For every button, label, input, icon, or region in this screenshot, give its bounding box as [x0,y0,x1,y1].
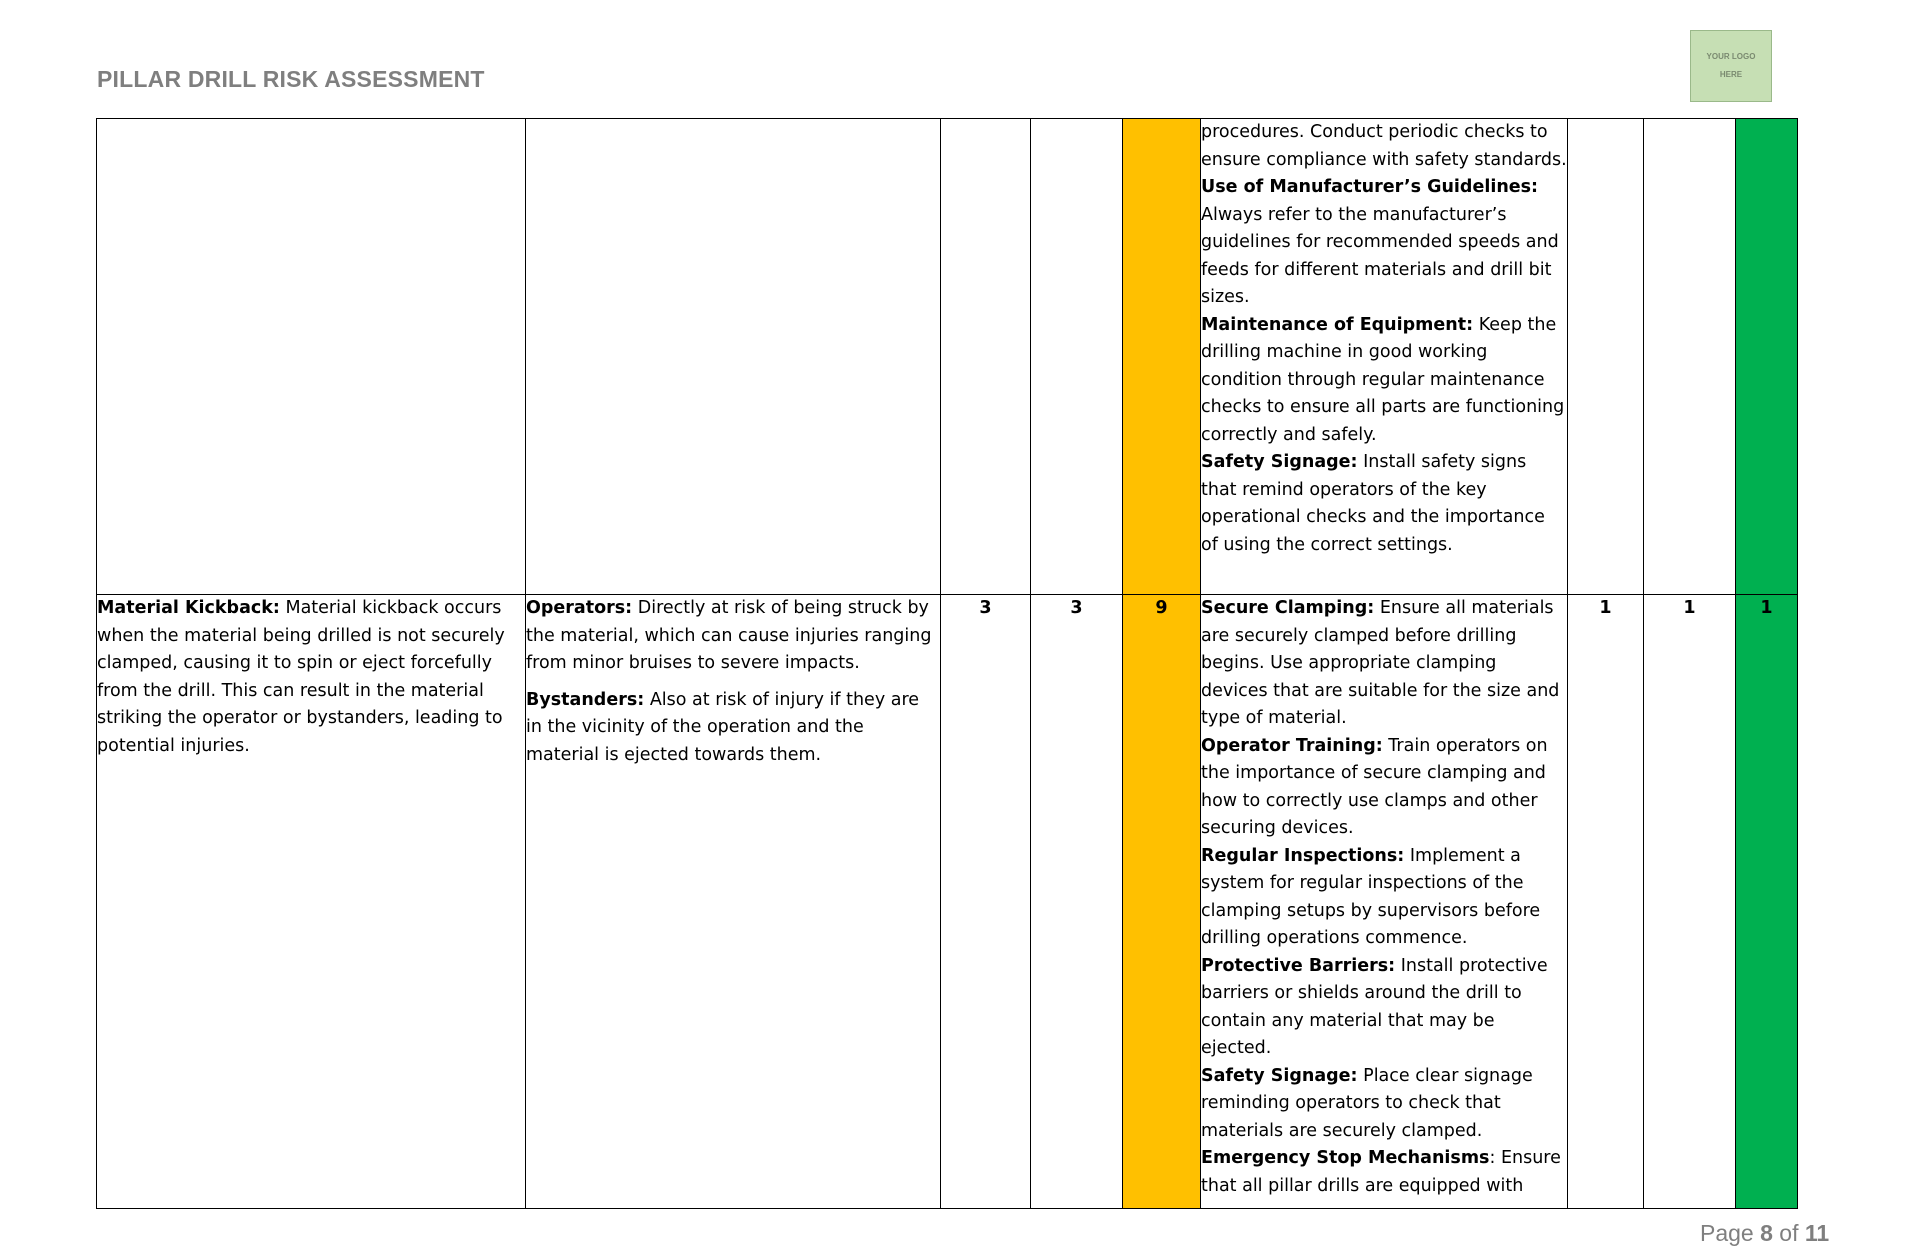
logo-text-line1: YOUR LOGO [1706,52,1756,61]
hazard-cell [97,595,526,1209]
hazard-cell [97,119,526,595]
who-paragraph [526,595,940,678]
control-title: Safety Signage: [1201,1065,1358,1086]
who-text: Directly at risk of being struck by the material, which can cause injuries ranging from minor bruises to severe impacts. [526,598,932,673]
control-title: Maintenance of Equipment: [1201,314,1474,335]
page-current: 8 [1760,1220,1773,1246]
who-title: Bystanders: [526,689,645,710]
document-title: PILLAR DRILL RISK ASSESSMENT [97,66,485,92]
control-paragraph [1201,1145,1567,1200]
control-text: Always refer to the manufacturer’s guidelines for recommended speeds and feeds for different materials and drill bit sizes. [1201,204,1559,307]
residual-likelihood-cell [1568,119,1644,595]
likelihood-cell [941,119,1031,595]
control-paragraph [1201,733,1567,843]
control-paragraph [1201,595,1567,733]
control-title: Protective Barriers: [1201,955,1396,976]
control-paragraph [1201,843,1567,953]
control-text: Train operators on the importance of secure clamping and how to correctly use clamps and other securing devices. [1201,735,1548,838]
hazard-title: Material Kickback: [97,598,280,618]
control-paragraph [1201,1063,1567,1146]
page-number [1700,1220,1829,1247]
control-text: Install safety signs that remind operators of the key operational checks and the importance of using the correct settings. [1201,452,1545,555]
residual-severity-cell: 1 [1644,595,1736,1209]
page-total: 11 [1804,1220,1830,1246]
control-title: Safety Signage: [1201,452,1358,472]
severity-cell: 3 [1031,595,1123,1209]
page-prefix: Page [1700,1220,1754,1246]
residual-likelihood-cell: 1 [1568,595,1644,1209]
logo-text-line2: HERE [1719,70,1743,79]
control-paragraph [1201,449,1567,559]
control-measures-cell [1201,595,1568,1209]
control-paragraph [1201,174,1567,312]
risk-rating-cell [1123,119,1201,595]
control-title: Regular Inspections: [1201,845,1405,866]
who-title: Operators: [526,598,633,618]
who-at-risk-cell [526,119,941,595]
who-paragraph [526,687,940,770]
page-of: of [1779,1220,1799,1246]
control-paragraph [1201,312,1567,450]
control-title: Emergency Stop Mechanisms [1201,1148,1490,1168]
control-title: Use of Manufacturer’s Guidelines: [1201,177,1539,197]
residual-rating-cell: 1 [1736,595,1798,1209]
likelihood-cell: 3 [941,595,1031,1209]
control-text: : Ensure that all pillar drills are equipped with [1201,1148,1561,1196]
control-text: Implement a system for regular inspections of the clamping setups by supervisors before drilling operations commence. [1201,845,1541,948]
who-at-risk-cell [526,595,941,1209]
residual-severity-cell [1644,119,1736,595]
control-text: Install protective barriers or shields around the drill to contain any material that may be ejected. [1201,955,1548,1058]
risk-assessment-table [96,118,1798,1209]
control-title: Operator Training: [1201,735,1383,756]
who-text: Also at risk of injury if they are in the vicinity of the operation and the material is ejected towards them. [526,689,920,765]
control-text: procedures. Conduct periodic checks to ensure compliance with safety standards. [1201,122,1567,170]
residual-rating-cell [1736,119,1798,595]
control-text: Place clear signage reminding operators to check that materials are securely clamped. [1201,1065,1533,1141]
hazard-description: Material kickback occurs when the material being drilled is not securely clamped, causing it to spin or eject forcefully from the drill. This can result in the material striking the operator or bystanders, leading to potential injuries. [97,598,505,756]
control-text: Ensure all materials are securely clamped before drilling begins. Use appropriate clamping devices that are suitable for the size and type of material. [1201,598,1560,728]
table-row [97,595,1798,1209]
control-paragraph [1201,119,1567,174]
severity-cell [1031,119,1123,595]
table-row [97,119,1798,595]
control-measures-cell [1201,119,1568,595]
control-paragraph [1201,953,1567,1063]
risk-rating-cell: 9 [1123,595,1201,1209]
logo-placeholder [1690,30,1772,102]
control-text: Keep the drilling machine in good working condition through regular maintenance checks to ensure all parts are functioning correctly and safely. [1201,314,1565,445]
control-title: Secure Clamping: [1201,598,1375,618]
